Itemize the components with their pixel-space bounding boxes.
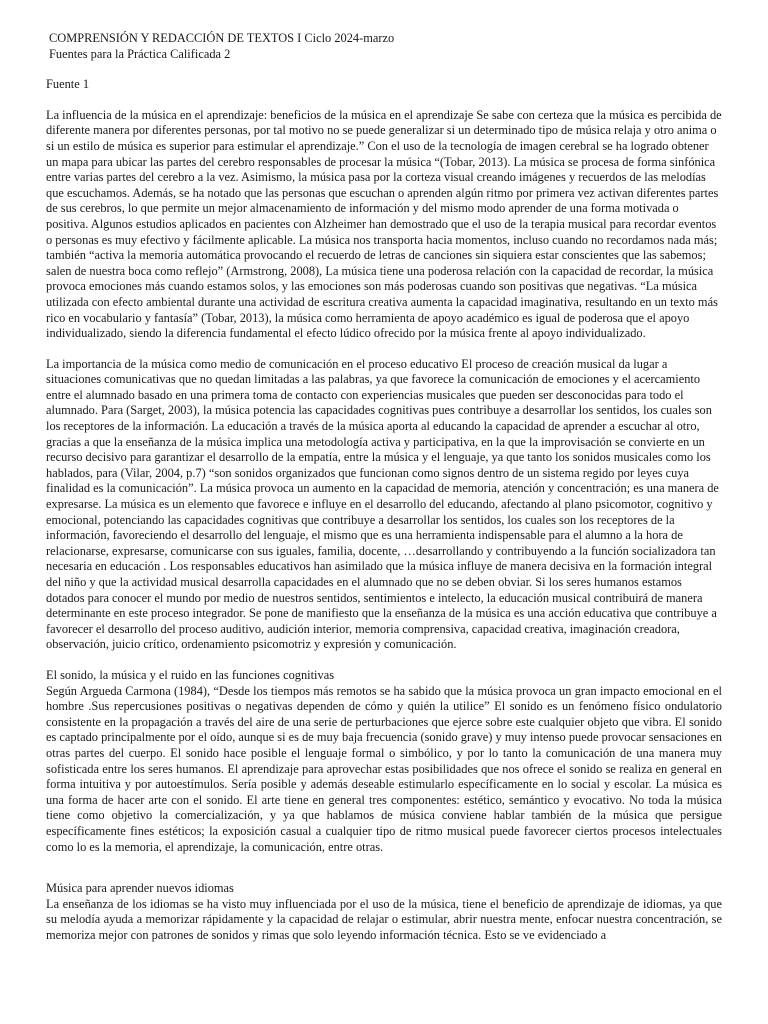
section-heading-sound: El sonido, la música y el ruido en las funciones cognitivas xyxy=(46,667,335,682)
spacer xyxy=(46,342,722,357)
spacer xyxy=(46,62,722,77)
paragraph-music-influence: La influencia de la música en el aprendizaje: beneficios de la música en el aprendizaje Se sabe con certeza que la música es percibida de diferente manera por diferentes personas, por tal motivo no se puede generalizar si un determinado tipo de música relaja y otro anima o si un estilo de música es superior para estimular el aprendizaje.” Con el uso de la tecnología de imagen cerebral se ha logrado obtener un mapa para ubicar las partes del cerebro responsables de procesar la música “(Tobar, 2013). La música se procesa de forma sinfónica entre varias partes del cerebro a la vez. Asimismo, la música pasa por la corteza visual creando imágenes y recuerdos de las melodías que escuchamos. Además, se ha notado que las personas que escuchan o aprenden algún ritmo por primera vez activan diferentes partes de sus cerebros, lo que permite un mejor almacenamiento de información y del mismo modo aprender de una forma motivada o positiva. Algunos estudios aplicados en pacientes con Alzheimer han demostrado que el uso de la terapia musical para recordar eventos o personas es muy efectivo y fácilmente aplicable. La música nos transporta hacia momentos, incluso cuando no recordamos nada más; también “activa la memoria automática provocando el recuerdo de letras de canciones sin siquiera estar conscientes que las sabemos; salen de nuestra boca como reflejo” (Armstrong, 2008), La música tiene una poderosa relación con la capacidad de recordar, la música provoca emociones más cuando estamos solos, y las emociones son más poderosas cuando son positivas que negativas. “La música utilizada con efecto ambiental durante una actividad de escritura creativa aumenta la capacidad imaginativa, resultando en un texto más rico en vocabulario y fantasía” (Tobar, 2013), la música como herramienta de apoyo académico es igual de poderosa que el apoyo individualizado, siendo la diferencia fundamental el efecto lúdico ofrecido por la música frente al apoyo individualizado. xyxy=(46,107,722,341)
source-label: Fuente 1 xyxy=(46,77,90,92)
spacer xyxy=(46,653,722,668)
document-title: COMPRENSIÓN Y REDACCIÓN DE TEXTOS I Ciclo 2024-marzo xyxy=(49,31,395,45)
paragraph-sound-cognition: Según Argueda Carmona (1984), “Desde los tiempos más remotos se ha sabido que la música provoca un gran impacto emocional en el hombre .Sus repercusiones positivas o negativas dependen de cómo y quién la utilice” El sonido es un fenómeno físico ondulatorio consistente en la propagación a través del aire de una serie de perturbaciones que ejerce sobre este cualquier objeto que vibra. El sonido es captado principalmente por el oído, aunque si es de muy baja frecuencia (sonido grave) y muy intenso puede provocar sensaciones en otras partes del cuerpo. El sonido hace posible el lenguaje formal o simbólico, y por lo tanto la comunicación de una manera muy sofisticada entre los seres humanos. El aprendizaje para aprovechar estas posibilidades que nos ofrece el sonido se realiza en general en forma intuitiva y por autoestímulos. Sería posible y además deseable estimularlo específicamente en lo social y escolar. La música es una forma de hacer arte con el sonido. El arte tiene en general tres componentes: estético, semántico y evocativo. No toda la música tiene como objetivo la comercialización, y ya que hablamos de música conviene hablar también de la música que persigue específicamente fines estéticos; la exposición casual a cualquier tipo de ritmo musical puede favorecer ciertos procesos intelectuales como lo es la memoria, el aprendizaje, la comunicación, entre otras. xyxy=(46,683,722,854)
paragraph-music-communication: La importancia de la música como medio de comunicación en el proceso educativo El proceso de creación musical da lugar a situaciones comunicativas que no quedan limitadas a las palabras, ya que favorece la comunicación de emociones y el acercamiento entre el alumnado basado en una primera toma de contacto con experiencias musicales que pueden ser desconocidas para todo el alumnado. Para (Sarget, 2003), la música potencia las capacidades cognitivas pues contribuye a desarrollar los sentidos, los cuales son los receptores de la información. La educación a través de la música aporta al educando la capacidad de aprender a escuchar al otro, gracias a que la enseñanza de la música implica una metodología activa y participativa, en la que la improvisación se convierte en un recurso decisivo para garantizar el desarrollo de la empatía, entre la música y el lenguaje, ya que tanto los sonidos musicales como los hablados, para (Vilar, 2004, p.7) “son sonidos organizados que funcionan como signos dentro de un sistema regido por leyes cuya finalidad es la comunicación”. La música provoca un aumento en la capacidad de memoria, atención y concentración; es una manera de expresarse. La música es un elemento que favorece e influye en el desarrollo del educando, afectando al plano psicomotor, cognitivo y emocional, potenciando las capacidades cognitivas que contribuye a desarrollar los sentidos, los cuales son los receptores de la información, favoreciendo el desarrollo del lenguaje, el mismo que es una herramienta indispensable para el alumno a la hora de relacionarse, expresarse, comunicarse con sus iguales, familia, docente, …desarrollando y contribuyendo a la función socializadora tan necesaria en educación . Los responsables educativos han asimilado que la música influye de manera decisiva en la formación integral del niño y que la actividad musical desarrolla capacidades en el alumnado que no se deben obviar. Si los seres humanos estamos dotados para conocer el mundo por medio de nuestros sentidos, sentimientos e intelecto, la educación musical contribuirá de manera determinante en este proceso integrador. Se pone de manifiesto que la enseñanza de la música es una acción educativa que contribuye a favorecer el desarrollo del proceso auditivo, audición interior, memoria comprensiva, capacidad creativa, imaginación creadora, observación, juicio crítico, ordenamiento psicomotriz y expresión y comunicación. xyxy=(46,356,719,652)
document-subtitle: Fuentes para la Práctica Calificada 2 xyxy=(49,46,231,61)
section-heading-languages: Música para aprender nuevos idiomas xyxy=(46,881,234,896)
paragraph-music-languages: La enseñanza de los idiomas se ha visto muy influenciada por el uso de la música, tiene el beneficio de aprendizaje de idiomas, ya que su melodía ayuda a memorizar rápidamente y la capacidad de relajar o estimular, abrir nuestra mente, enfocar nuestra concentración, se memoriza mejor con patrones de sonidos y rimas que solo leyendo información técnica. Esto se ve evidenciado a xyxy=(46,896,722,942)
spacer xyxy=(46,93,722,108)
spacer xyxy=(46,855,722,881)
